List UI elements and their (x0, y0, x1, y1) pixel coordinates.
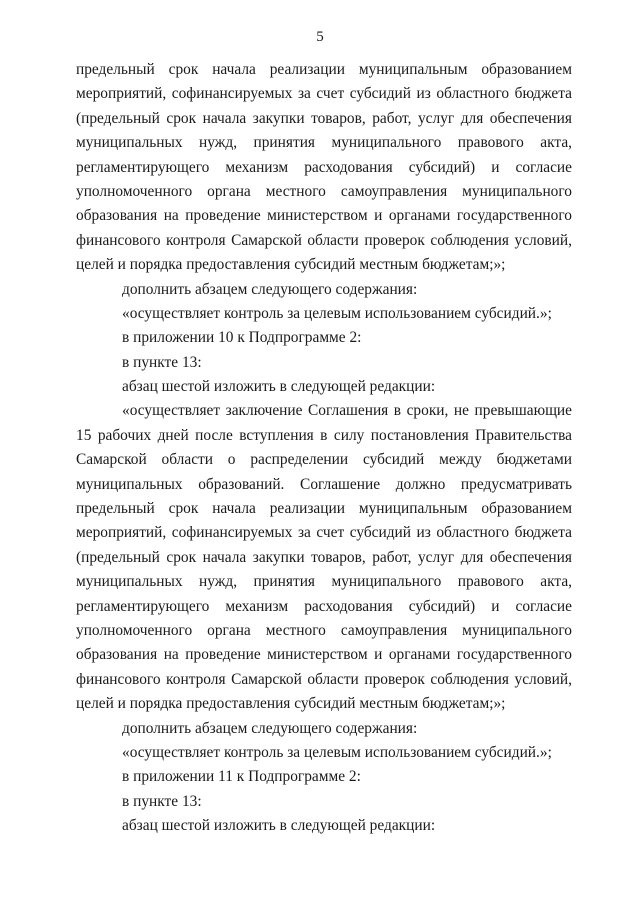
text-line: образования на проведение министерством и органами государственного (76, 646, 572, 664)
document-body (76, 58, 572, 839)
text-line: в пункте 13: (122, 792, 202, 810)
text-line: дополнить абзацем следующего содержания: (122, 719, 418, 737)
text-line: целей и порядка предоставления субсидий местным бюджетам;»; (76, 256, 506, 274)
text-line: предельный срок начала реализации муниципальным образованием (76, 61, 572, 78)
text-line: уполномоченного органа местного самоуправления муниципального (76, 182, 572, 200)
text-line: «осуществляет заключение Соглашения в сроки, не превышающие (122, 402, 572, 420)
text-line: предельный срок начала реализации муниципальным образованием (76, 500, 572, 518)
text-line: мероприятий, софинансируемых за счет субсидий из областного бюджета (76, 524, 572, 542)
text-line: в приложении 11 к Подпрограмме 2: (122, 768, 361, 786)
text-line: муниципальных нужд, принятия муниципального правового акта, (76, 573, 572, 591)
text-line: абзац шестой изложить в следующей редакции: (122, 817, 436, 835)
text-line: уполномоченного органа местного самоуправления муниципального (76, 621, 572, 639)
text-line: регламентирующего механизм расходования субсидий) и согласие (76, 158, 572, 176)
page-number: 5 (316, 29, 324, 45)
text-line: «осуществляет контроль за целевым использованием субсидий.»; (122, 304, 552, 322)
text-line: мероприятий, софинансируемых за счет субсидий из областного бюджета (76, 85, 572, 103)
text-line: в приложении 10 к Подпрограмме 2: (122, 329, 362, 347)
text-line: (предельный срок начала закупки товаров, работ, услуг для обеспечения (76, 109, 572, 127)
text-line: образования на проведение министерством и органами государственного (76, 207, 572, 225)
text-line: 15 рабочих дней после вступления в силу постановления Правительства (76, 426, 572, 444)
text-line: «осуществляет контроль за целевым использованием субсидий.»; (122, 743, 552, 761)
text-line: (предельный срок начала закупки товаров, работ, услуг для обеспечения (76, 548, 572, 566)
text-line: абзац шестой изложить в следующей редакции: (122, 378, 436, 396)
text-line: муниципальных нужд, принятия муниципального правового акта, (76, 134, 572, 152)
text-line: регламентирующего механизм расходования субсидий) и согласие (76, 597, 572, 615)
text-line: Самарской области о распределении субсидий между бюджетами (76, 451, 572, 469)
text-line: финансового контроля Самарской области проверок соблюдения условий, (76, 670, 572, 688)
text-line: целей и порядка предоставления субсидий местным бюджетам;»; (76, 695, 506, 713)
text-line: финансового контроля Самарской области проверок соблюдения условий, (76, 231, 572, 249)
text-line: дополнить абзацем следующего содержания: (122, 280, 418, 298)
text-line: муниципальных образований. Соглашение должно предусматривать (76, 475, 572, 493)
text-line: в пункте 13: (122, 353, 202, 371)
